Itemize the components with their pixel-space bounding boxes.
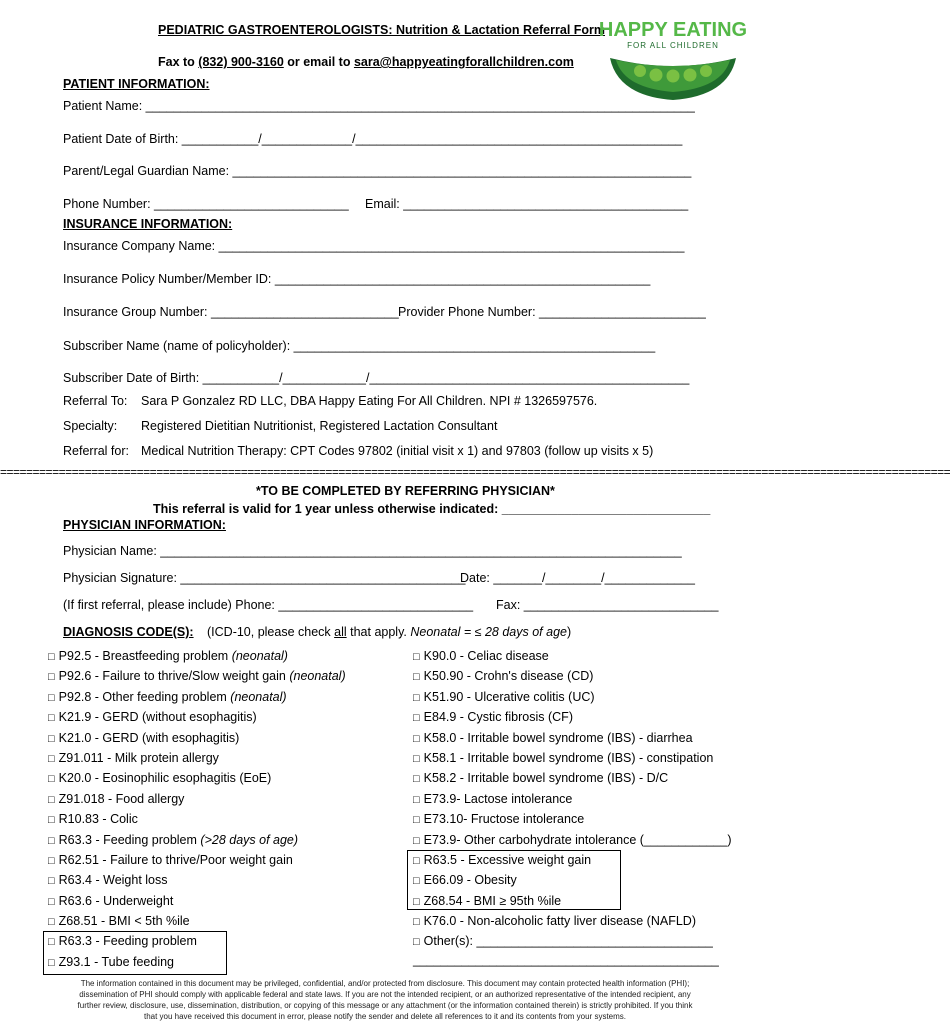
specialty-label: Specialty:	[63, 419, 118, 433]
fax-prefix: Fax to	[158, 55, 199, 69]
checkbox[interactable]: □	[48, 691, 55, 704]
checkbox[interactable]: □	[413, 895, 420, 908]
checkbox[interactable]: □	[413, 854, 420, 867]
checkbox[interactable]: □	[48, 956, 55, 969]
diagnosis-label: K21.0 - GERD (with esophagitis)	[58, 730, 240, 745]
diagnosis-label: K21.9 - GERD (without esophagitis)	[58, 710, 257, 725]
diagnosis-option[interactable]	[413, 768, 732, 788]
diagnosis-option[interactable]	[413, 687, 732, 707]
confidentiality-footer: The information contained in this document may be privileged, confidential, and/or protected from disclosure. This document may contain protected health information (PHI); dissemination of PHI should comply with applicable federal and state laws. If you are not the intended recipient, or an authorized representative of the intended recipient, any further review, disclosure, use, dissemination, distribution, or copying of this message or any attachment (or the information contained therein) is strictly prohibited. If you think that you have received this document in error, please notify the sender and delete all references to it and its contents from your systems.	[77, 979, 693, 1021]
diagnosis-option[interactable]	[48, 646, 346, 666]
diagnosis-instructions: (ICD-10, please check all that apply. Neonatal = ≤ 28 days of age)	[207, 625, 572, 639]
diagnosis-label: K76.0 - Non-alcoholic fatty liver disease (NAFLD)	[423, 914, 696, 929]
section-separator: ==================================================================================================================================================	[0, 465, 950, 479]
referral-to-value: Sara P Gonzalez RD LLC, DBA Happy Eating For All Children. NPI # 1326597576.	[141, 394, 598, 408]
checkbox[interactable]: □	[48, 854, 55, 867]
checkbox[interactable]: □	[48, 936, 55, 949]
diagnosis-label: R10.83 - Colic	[58, 812, 138, 827]
diagnosis-label: P92.8 - Other feeding problem	[58, 689, 231, 704]
diagnosis-option[interactable]	[48, 789, 346, 809]
logo-main-text: HAPPY EATING	[598, 19, 748, 41]
checkbox[interactable]: □	[48, 834, 55, 847]
diagnosis-label: R63.5 - Excessive weight gain	[423, 852, 592, 867]
diagnosis-label: K20.0 - Eosinophilic esophagitis (EoE)	[58, 771, 272, 786]
referral-validity-field[interactable]: This referral is valid for 1 year unless otherwise indicated: ______________________________	[153, 502, 711, 516]
diagnosis-heading: DIAGNOSIS CODE(S):	[63, 625, 194, 639]
diagnosis-label: K51.90 - Ulcerative colitis (UC)	[423, 689, 595, 704]
diagnosis-option[interactable]	[413, 789, 732, 809]
diagnosis-label: Z93.1 - Tube feeding	[58, 954, 175, 969]
checkbox[interactable]: □	[48, 732, 55, 745]
insurance-group-field[interactable]: Insurance Group Number: ___________________________	[63, 305, 399, 319]
diagnosis-option[interactable]	[48, 911, 346, 931]
patient-name-field[interactable]: Patient Name: _______________________________________________________________________________	[63, 99, 695, 113]
diagnosis-label: K50.90 - Crohn's disease (CD)	[423, 669, 594, 684]
insurance-company-field[interactable]: Insurance Company Name: ___________________________________________________________________	[63, 239, 685, 253]
physician-banner: *TO BE COMPLETED BY REFERRING PHYSICIAN*	[256, 484, 555, 498]
diagnosis-label: R63.6 - Underweight	[58, 893, 174, 908]
checkbox[interactable]: □	[413, 651, 420, 663]
fax-line	[158, 55, 574, 69]
diagnosis-left-column	[48, 646, 346, 972]
physician-info-heading: PHYSICIAN INFORMATION:	[63, 518, 226, 532]
diagnosis-label: K58.2 - Irritable bowel syndrome (IBS) - D/C	[423, 771, 669, 786]
diagnosis-note: (>28 days of age)	[200, 832, 299, 847]
diagnosis-label: E84.9 - Cystic fibrosis (CF)	[423, 710, 573, 725]
checkbox[interactable]: □	[48, 895, 55, 908]
diagnosis-label: P92.5 - Breastfeeding problem	[58, 649, 232, 663]
diagnosis-option[interactable]	[413, 728, 732, 748]
checkbox[interactable]: □	[48, 814, 55, 827]
diagnosis-label: K90.0 - Celiac disease	[423, 649, 549, 663]
diagnosis-option[interactable]	[48, 891, 346, 911]
referral-to-label: Referral To:	[63, 394, 128, 408]
checkbox[interactable]: □	[413, 732, 420, 745]
other-diagnosis-line[interactable]: ____________________________________________	[413, 953, 719, 967]
checkbox[interactable]: □	[413, 671, 420, 684]
happy-eating-logo	[588, 16, 758, 104]
diagnosis-option[interactable]	[48, 809, 346, 829]
checkbox[interactable]: □	[48, 671, 55, 684]
patient-dob-field[interactable]: Patient Date of Birth: ___________/_____________/_______________________________________________	[63, 132, 683, 146]
checkbox[interactable]: □	[48, 793, 55, 806]
checkbox[interactable]: □	[413, 936, 420, 949]
diagnosis-label: K58.1 - Irritable bowel syndrome (IBS) - constipation	[423, 750, 714, 765]
checkbox[interactable]: □	[413, 773, 420, 786]
diagnosis-label: R63.3 - Feeding problem	[58, 832, 201, 847]
subscriber-name-field[interactable]: Subscriber Name (name of policyholder): ____________________________________________________	[63, 339, 656, 353]
diagnosis-option[interactable]	[413, 707, 732, 727]
checkbox[interactable]: □	[413, 814, 420, 827]
patient-email-field[interactable]: Email: _________________________________________	[365, 197, 689, 211]
diagnosis-label: Z91.011 - Milk protein allergy	[58, 750, 219, 765]
diagnosis-label: R62.51 - Failure to thrive/Poor weight gain	[58, 852, 293, 867]
checkbox[interactable]: □	[413, 752, 420, 765]
diagnosis-label: R63.4 - Weight loss	[58, 873, 168, 888]
diagnosis-option[interactable]	[413, 748, 732, 768]
diagnosis-label: K58.0 - Irritable bowel syndrome (IBS) - diarrhea	[423, 730, 693, 745]
physician-fax-field[interactable]: Fax: ____________________________	[496, 598, 719, 612]
insurance-policy-field[interactable]: Insurance Policy Number/Member ID: ______________________________________________________	[63, 272, 651, 286]
diagnosis-option[interactable]	[413, 666, 732, 686]
diagnosis-note: (neonatal)	[230, 689, 287, 704]
diagnosis-option[interactable]	[413, 931, 732, 951]
diagnosis-label: Z68.54 - BMI ≥ 95th %ile	[423, 893, 562, 908]
checkbox[interactable]: □	[413, 916, 420, 929]
checkbox[interactable]: □	[413, 793, 420, 806]
physician-date-field[interactable]: Date: _______/________/_____________	[460, 571, 695, 585]
diagnosis-option[interactable]	[48, 748, 346, 768]
physician-signature-field[interactable]: Physician Signature: _________________________________________	[63, 571, 466, 585]
diagnosis-label: E66.09 - Obesity	[423, 873, 517, 888]
weight-codes-box	[407, 850, 621, 910]
fax-number[interactable]: (832) 900-3160	[198, 55, 284, 69]
diagnosis-option[interactable]	[48, 728, 346, 748]
diagnosis-option[interactable]	[48, 687, 346, 707]
checkbox[interactable]: □	[413, 712, 420, 725]
referral-for-label: Referral for:	[63, 444, 129, 458]
diagnosis-note: (neonatal)	[231, 649, 288, 663]
specialty-value: Registered Dietitian Nutritionist, Registered Lactation Consultant	[141, 419, 498, 433]
checkbox[interactable]: □	[48, 651, 55, 663]
checkbox[interactable]: □	[48, 875, 55, 888]
checkbox[interactable]: □	[48, 773, 55, 786]
diagnosis-option[interactable]	[48, 666, 346, 686]
diagnosis-label: E73.9- Other carbohydrate intolerance (____________)	[423, 832, 732, 847]
diagnosis-label: P92.6 - Failure to thrive/Slow weight gain	[58, 669, 290, 684]
form-title: PEDIATRIC GASTROENTEROLOGISTS: Nutrition & Lactation Referral Form	[158, 23, 606, 37]
diagnosis-option[interactable]	[48, 850, 346, 870]
checkbox[interactable]: □	[413, 691, 420, 704]
diagnosis-option[interactable]	[413, 911, 732, 931]
diagnosis-option[interactable]	[48, 707, 346, 727]
diagnosis-option[interactable]	[413, 830, 732, 850]
guardian-name-field[interactable]: Parent/Legal Guardian Name: __________________________________________________________________	[63, 164, 692, 178]
insurance-info-heading: INSURANCE INFORMATION:	[63, 217, 233, 231]
diagnosis-option[interactable]	[48, 830, 346, 850]
checkbox[interactable]: □	[413, 834, 420, 847]
referral-for-value: Medical Nutrition Therapy: CPT Codes 97802 (initial visit x 1) and 97803 (follow up visits x 5)	[141, 444, 654, 458]
feeding-codes-box	[43, 931, 227, 975]
diagnosis-label: Z91.018 - Food allergy	[58, 791, 185, 806]
checkbox[interactable]: □	[413, 875, 420, 888]
diagnosis-option[interactable]	[48, 870, 346, 890]
logo-sub-text: FOR ALL CHILDREN	[627, 41, 719, 50]
diagnosis-label: Z68.51 - BMI < 5th %ile	[58, 914, 190, 929]
diagnosis-option[interactable]	[413, 646, 732, 666]
fax-middle: or email to	[283, 55, 354, 69]
patient-info-heading: PATIENT INFORMATION:	[63, 77, 210, 91]
checkbox[interactable]: □	[48, 752, 55, 765]
checkbox[interactable]: □	[48, 712, 55, 725]
physician-phone-field[interactable]: (If first referral, please include) Phone: ____________________________	[63, 598, 474, 612]
physician-name-field[interactable]: Physician Name: ___________________________________________________________________________	[63, 544, 682, 558]
patient-phone-field[interactable]: Phone Number: ____________________________	[63, 197, 349, 211]
diagnosis-label: E73.9- Lactose intolerance	[423, 791, 573, 806]
diagnosis-note: (neonatal)	[289, 669, 346, 684]
checkbox[interactable]: □	[48, 916, 55, 929]
subscriber-dob-field[interactable]: Subscriber Date of Birth: ___________/____________/______________________________________________	[63, 371, 690, 385]
diagnosis-label: R63.3 - Feeding problem	[58, 934, 197, 949]
email-link[interactable]: sara@happyeatingforallchildren.com	[353, 55, 574, 69]
diagnosis-label: Other(s): __________________________________	[423, 934, 713, 949]
diagnosis-option[interactable]	[48, 768, 346, 788]
diagnosis-option[interactable]	[413, 809, 732, 829]
diagnosis-label: E73.10- Fructose intolerance	[423, 812, 585, 827]
provider-phone-field[interactable]: Provider Phone Number: ________________________	[398, 305, 706, 319]
